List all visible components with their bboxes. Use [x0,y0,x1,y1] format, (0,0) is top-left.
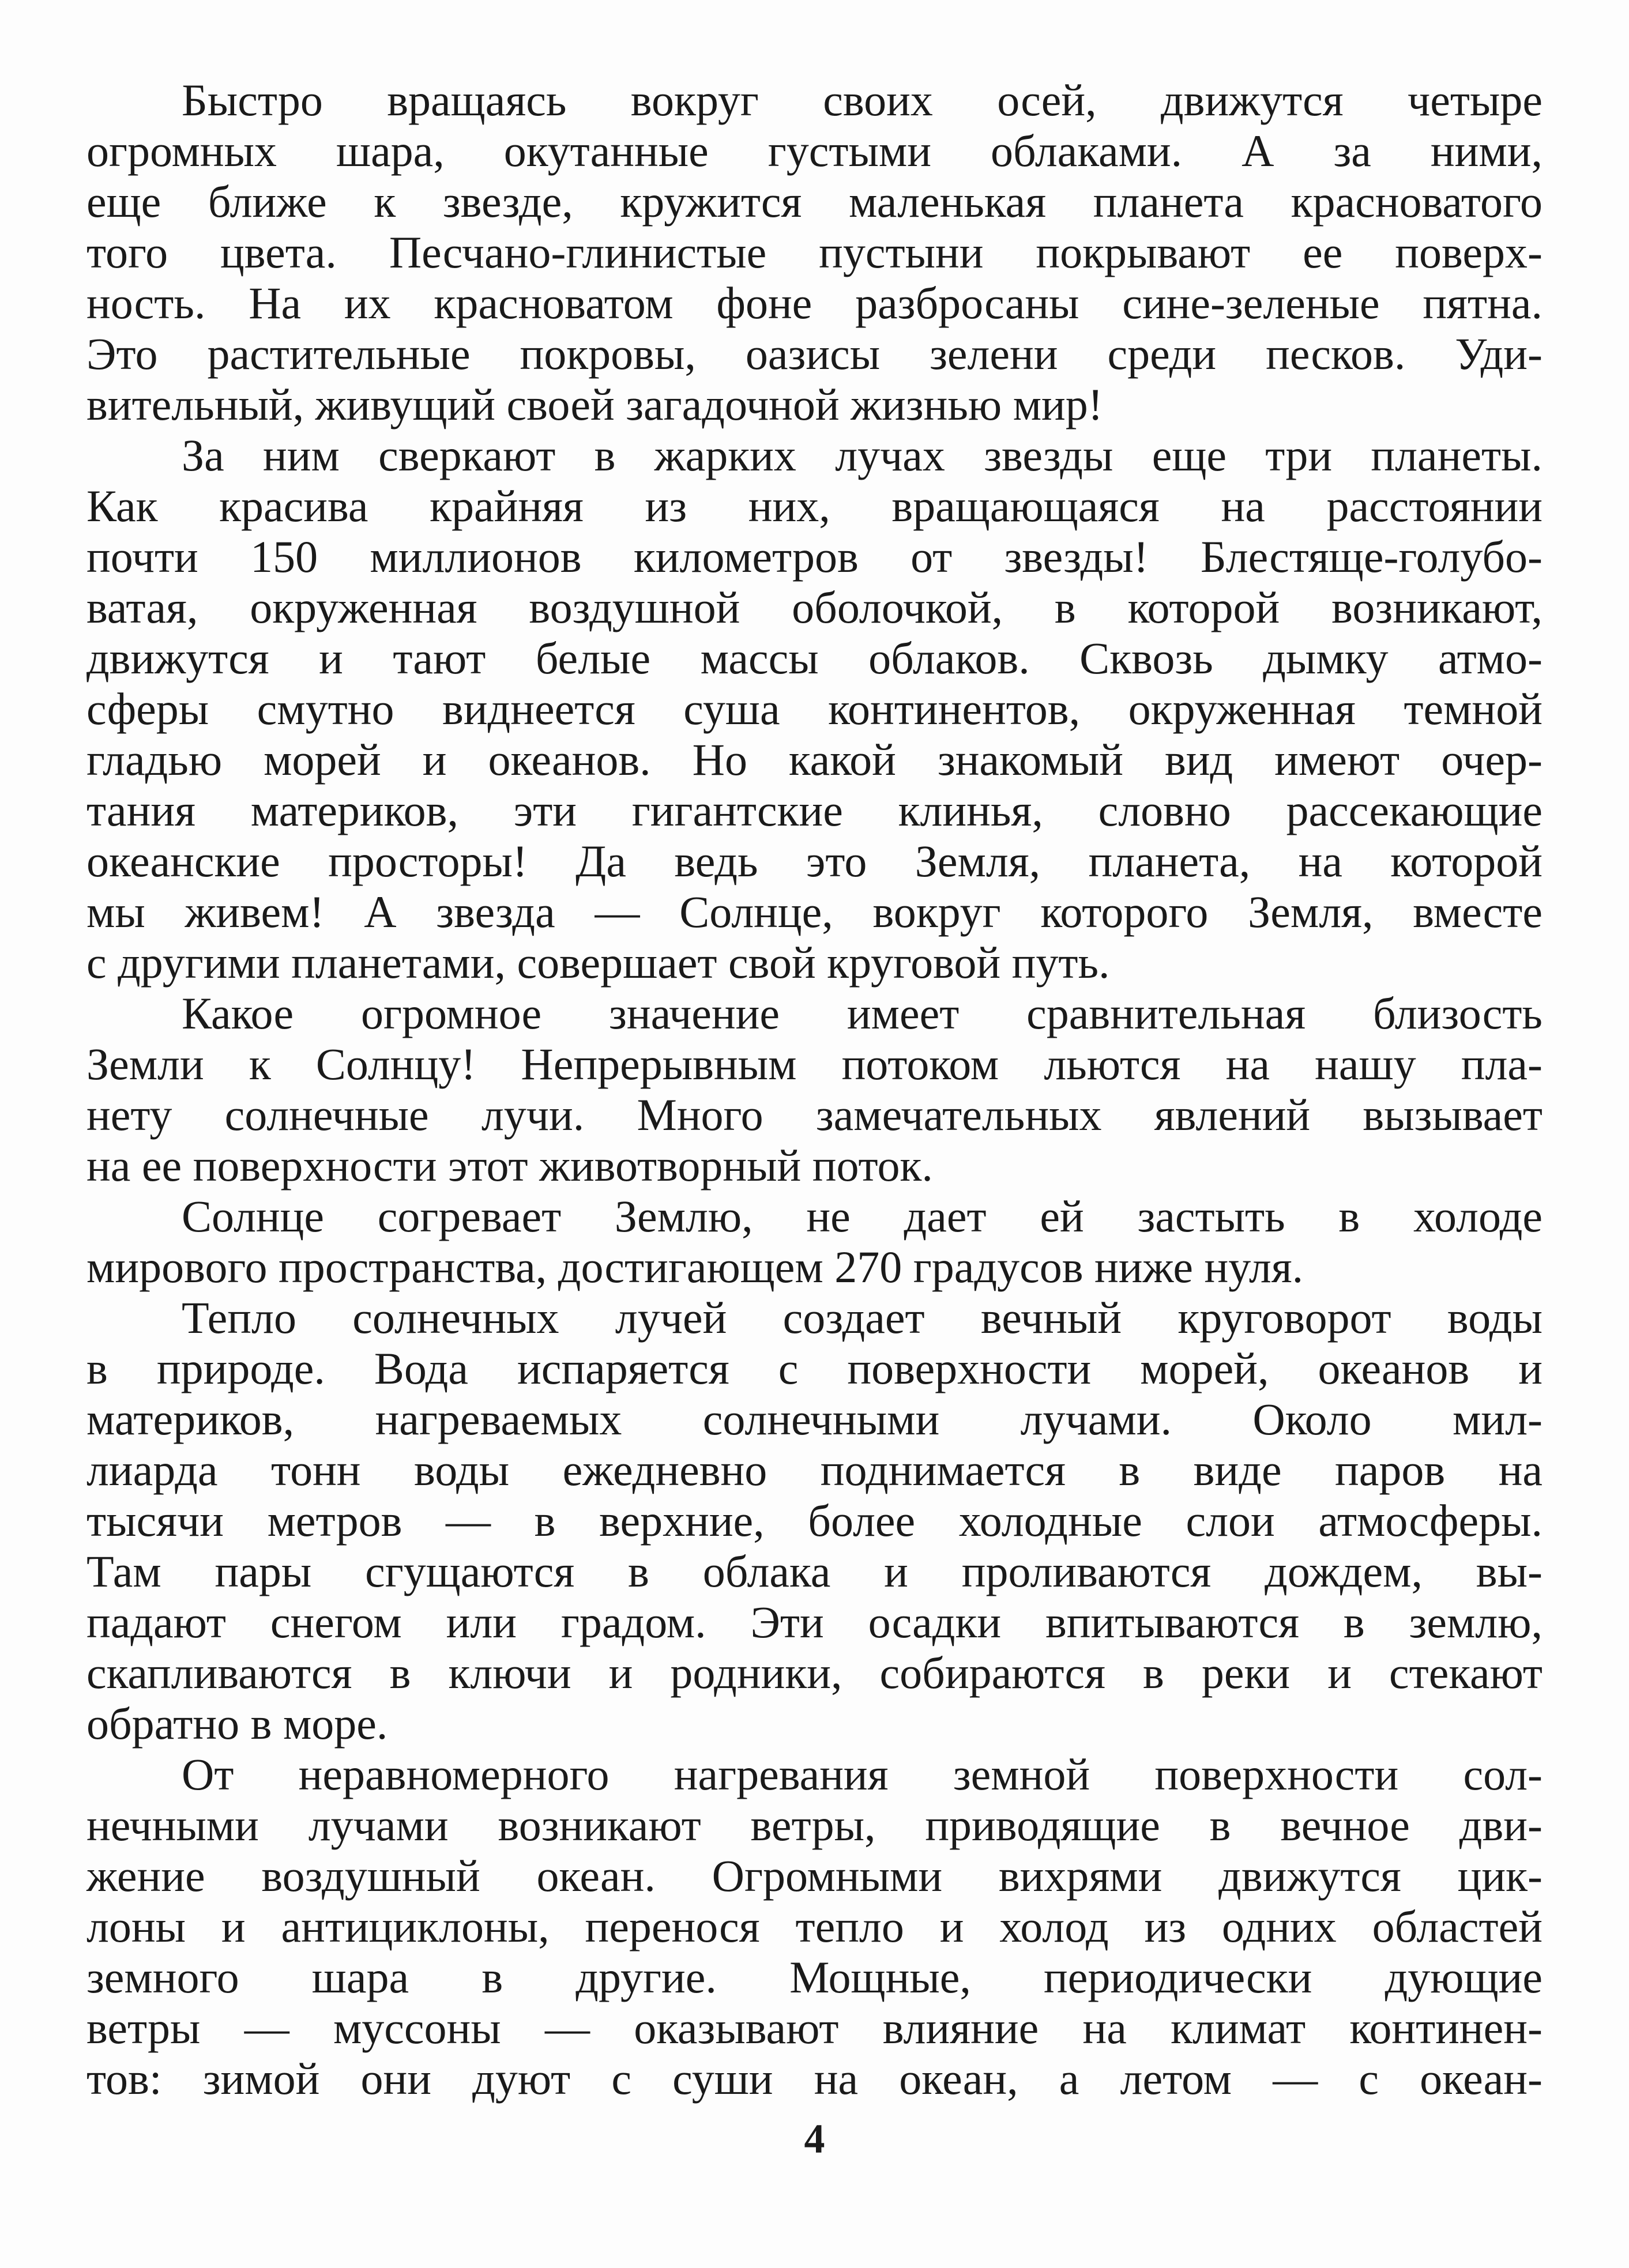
text-line: мы живем! А звезда — Солнце, вокруг которого Земля, вместе [86,887,1543,937]
text-line: Это растительные покровы, оазисы зелени среди песков. Уди- [86,329,1543,379]
text-line: в природе. Вода испаряется с поверхности морей, океанов и [86,1343,1543,1393]
text-line: океанские просторы! Да ведь это Земля, планета, на которой [86,836,1543,886]
paragraph-2 [86,430,1543,988]
paragraph-5 [86,1293,1543,1749]
text-line: земного шара в другие. Мощные, периодически дующие [86,1952,1543,2002]
text-line: Солнце согревает Землю, не дает ей застыть в холоде [182,1191,1543,1241]
paragraph-4 [86,1191,1543,1293]
text-line: того цвета. Песчано-глинистые пустыни покрывают ее поверх- [86,227,1543,277]
text-line: нечными лучами возникают ветры, приводящие в вечное дви- [86,1800,1543,1850]
body-text [86,75,1543,2104]
text-line: вительный, живущий своей загадочной жизнью мир! [86,379,1103,430]
text-line: Какое огромное значение имеет сравнительная близость [182,988,1543,1038]
text-line: лиарда тонн воды ежедневно поднимается в виде паров на [86,1445,1543,1495]
text-line: Как красива крайняя из них, вращающаяся на расстоянии [86,481,1543,531]
text-line: жение воздушный океан. Огромными вихрями движутся цик- [86,1851,1543,1901]
text-line: движутся и тают белые массы облаков. Сквозь дымку атмо- [86,633,1543,683]
text-line: сферы смутно виднеется суша континентов, окруженная темной [86,684,1543,734]
text-line: Тепло солнечных лучей создает вечный круговорот воды [182,1293,1543,1343]
text-line: нету солнечные лучи. Много замечательных явлений вызывает [86,1090,1543,1140]
text-line: ветры — муссоны — оказывают влияние на климат континен- [86,2003,1543,2053]
text-line: на ее поверхности этот животворный поток. [86,1140,933,1190]
paragraph-6 [86,1749,1543,2104]
text-line: За ним сверкают в жарких лучах звезды еще три планеты. [182,430,1543,480]
text-line: От неравномерного нагревания земной поверхности сол- [182,1749,1543,1799]
text-line: Земли к Солнцу! Непрерывным потоком льются на нашу пла- [86,1039,1543,1089]
text-line: лоны и антициклоны, перенося тепло и холод из одних областей [86,1901,1543,1951]
text-line: ватая, окруженная воздушной оболочкой, в которой возникают, [86,582,1543,632]
text-line: падают снегом или градом. Эти осадки впитываются в землю, [86,1597,1543,1647]
text-line: ность. На их красноватом фоне разбросаны сине-зеленые пятна. [86,278,1543,328]
text-line: огромных шара, окутанные густыми облаками. А за ними, [86,126,1543,176]
text-line: гладью морей и океанов. Но какой знакомый вид имеют очер- [86,734,1543,785]
text-line: мирового пространства, достигающем 270 градусов ниже нуля. [86,1242,1304,1292]
paragraph-3 [86,988,1543,1191]
text-line: материков, нагреваемых солнечными лучами. Около мил- [86,1394,1543,1444]
text-line: Там пары сгущаются в облака и проливаются дождем, вы- [86,1546,1543,1596]
text-line: обратно в море. [86,1698,388,1749]
text-line: тысячи метров — в верхние, более холодные слои атмосферы. [86,1495,1543,1546]
text-line: скапливаются в ключи и родники, собираются в реки и стекают [86,1648,1543,1698]
text-line: тов: зимой они дуют с суши на океан, а летом — с океан- [86,2054,1543,2104]
text-line: с другими планетами, совершает свой круговой путь. [86,937,1110,988]
text-line: Быстро вращаясь вокруг своих осей, движутся четыре [182,75,1543,125]
paragraph-1 [86,75,1543,430]
page-number: 4 [804,2116,825,2162]
text-line: тания материков, эти гигантские клинья, словно рассекающие [86,785,1543,835]
text-line: еще ближе к звезде, кружится маленькая планета красноватого [86,176,1543,227]
text-line: почти 150 миллионов километров от звезды! Блестяще-голубо- [86,532,1543,582]
